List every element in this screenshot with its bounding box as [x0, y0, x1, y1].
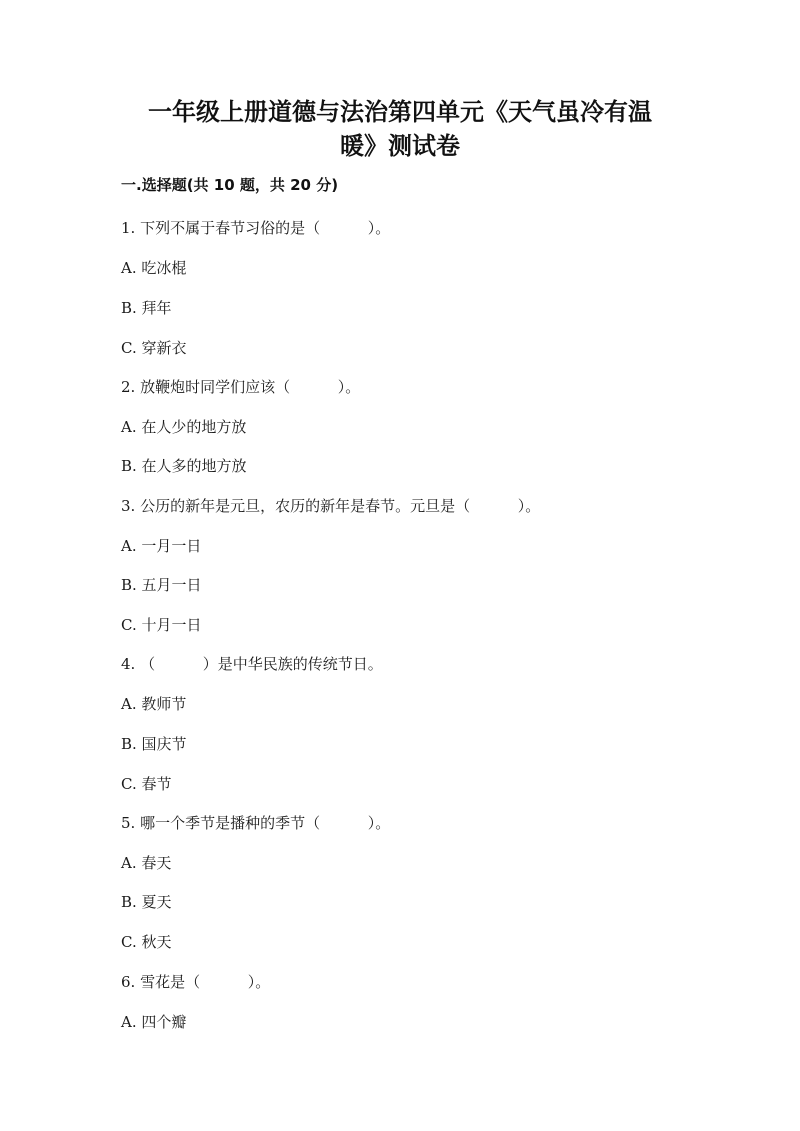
- section-heading-multiple-choice: 一.选择题(共 10 题，共 20 分): [121, 176, 339, 194]
- question-5-stem: 5. 哪一个季节是播种的季节（ ）。: [121, 814, 391, 832]
- question-5-option-b: B. 夏天: [121, 893, 172, 911]
- question-1-stem: 1. 下列不属于春节习俗的是（ ）。: [121, 219, 391, 237]
- question-5-option-a: A. 春天: [121, 854, 172, 872]
- question-3-option-b: B. 五月一日: [121, 576, 202, 594]
- question-6-option-a: A. 四个瓣: [121, 1013, 187, 1031]
- question-2-stem: 2. 放鞭炮时同学们应该（ ）。: [121, 378, 361, 396]
- exam-title-line-2: 暖》测试卷: [340, 132, 460, 160]
- question-1-option-a: A. 吃冰棍: [121, 259, 187, 277]
- question-3-option-c: C. 十月一日: [121, 616, 202, 634]
- question-4-stem: 4. （ ）是中华民族的传统节日。: [121, 655, 383, 673]
- question-2-option-a: A. 在人少的地方放: [121, 418, 247, 436]
- question-1-option-b: B. 拜年: [121, 299, 172, 317]
- exam-title-line-1: 一年级上册道德与法治第四单元《天气虽冷有温: [148, 98, 652, 126]
- question-3-stem: 3. 公历的新年是元旦，农历的新年是春节。元旦是（ ）。: [121, 497, 541, 515]
- question-3-option-a: A. 一月一日: [121, 537, 202, 555]
- question-4-option-c: C. 春节: [121, 775, 172, 793]
- question-6-stem: 6. 雪花是（ ）。: [121, 973, 271, 991]
- question-5-option-c: C. 秋天: [121, 933, 172, 951]
- question-1-option-c: C. 穿新衣: [121, 339, 187, 357]
- question-4-option-a: A. 教师节: [121, 695, 187, 713]
- question-2-option-b: B. 在人多的地方放: [121, 457, 247, 475]
- question-4-option-b: B. 国庆节: [121, 735, 187, 753]
